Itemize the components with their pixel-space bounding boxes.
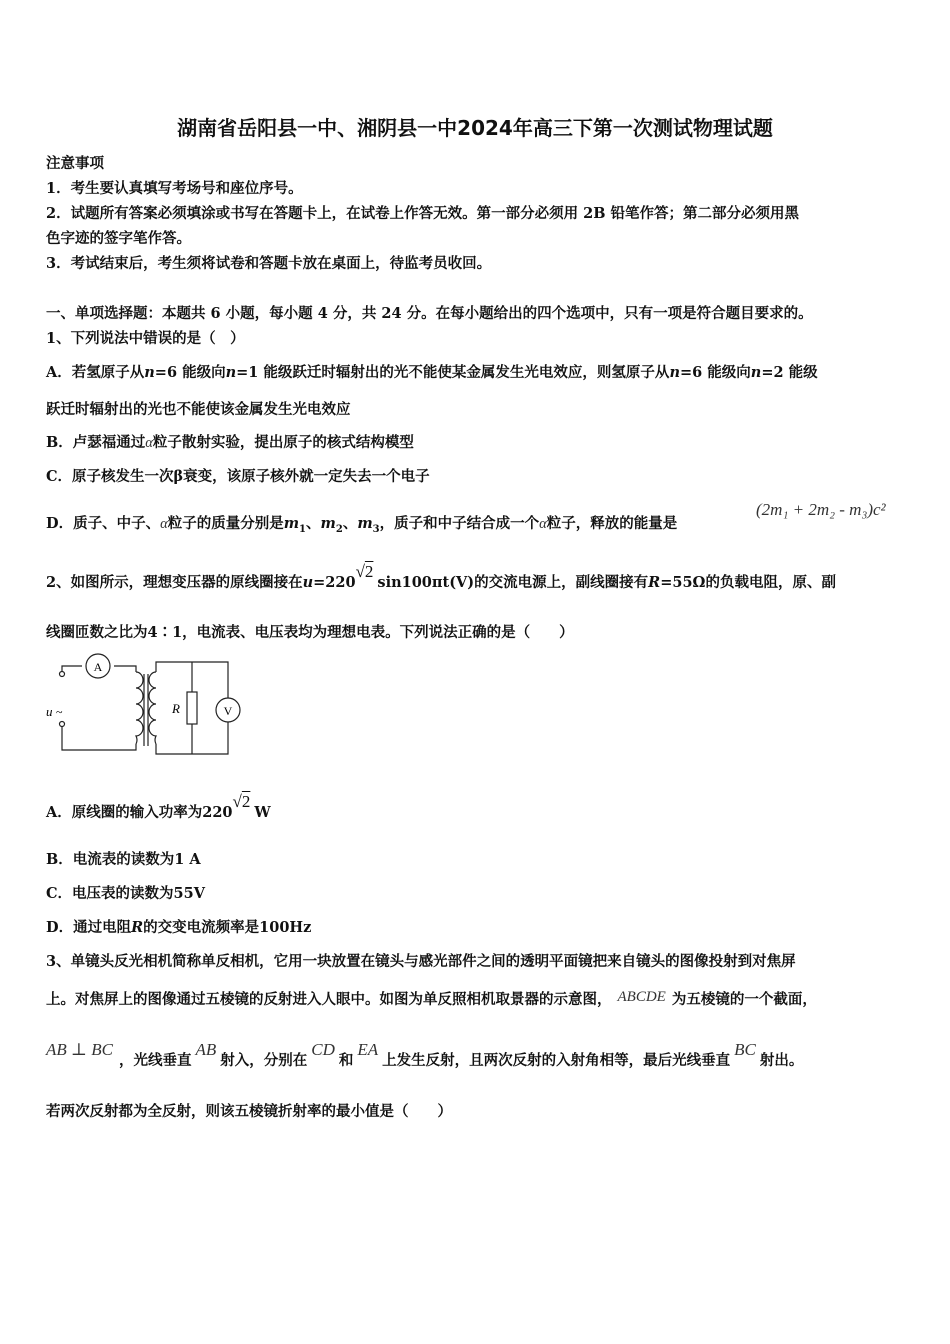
resistor-r (187, 692, 197, 724)
terminal-bottom (60, 722, 65, 727)
q3-stem-line1: 3、单镜头反光相机简称单反相机，它用一块放置在镜头与感光部件之间的透明平面镜把来自镜头的图像投射到对焦屏 (46, 953, 796, 970)
notice-heading: 注意事项 (46, 155, 104, 172)
ammeter-label: A (93, 660, 103, 674)
page-title: 湖南省岳阳县一中、湘阴县一中2024年高三下第一次测试物理试题 (177, 116, 773, 140)
notice-item: 1．考生要认真填写考场号和座位序号。 (46, 180, 303, 197)
q2-option-c: C．电压表的读数为55V (46, 885, 205, 902)
transformer-circuit-diagram (40, 650, 250, 760)
source-ac-symbol: ~ (56, 705, 63, 719)
q1-option-a-cont: 跃迁时辐射出的光也不能使该金属发生光电效应 (46, 401, 351, 418)
resistor-label: R (172, 701, 180, 716)
q1-option-a: A．若氢原子从n=6 能级向n=1 能级跃迁时辐射出的光不能使某金属发生光电效应，则氢原子从n=6 能级向n=2 能级 (46, 364, 818, 381)
q3-stem-line3: AB ⊥ BC，光线垂直AB射入，分别在CD和EA上发生反射，且两次反射的入射角相等，最后光线垂直BC射出。 (46, 1040, 804, 1069)
q2-stem-cont: 线圈匝数之比为4∶1，电流表、电压表均为理想电表。下列说法正确的是（ ） (46, 624, 574, 641)
voltmeter-label: V (223, 704, 233, 718)
q2-option-b: B．电流表的读数为1 A (46, 851, 201, 868)
q3-stem-line4: 若两次反射都为全反射，则该五棱镜折射率的最小值是（ ） (46, 1103, 452, 1120)
q1-stem: 1、下列说法中错误的是（ ） (46, 330, 245, 347)
q3-stem-line2: 上。对焦屏上的图像通过五棱镜的反射进入人眼中。如图为单反照相机取景器的示意图， ABCDE 为五棱镜的一个截面， (46, 989, 817, 1008)
q2-option-d: D．通过电阻R的交变电流频率是100Hz (46, 919, 312, 936)
notice-item: 色字迹的签字笔作答。 (46, 230, 191, 247)
q1-option-d: D．质子、中子、α粒子的质量分别是$m_1$、$m_2$、$m_3$，质子和中子结合成一个α粒子，释放的能量是 (46, 515, 678, 535)
q2-option-a: A．原线圈的输入功率为220√2W (46, 792, 271, 821)
section-heading: 一、单项选择题：本题共 6 小题，每小题 4 分，共 24 分。在每小题给出的四个选项中，只有一项是符合题目要求的。 (46, 305, 813, 322)
notice-item: 2．试题所有答案必须填涂或书写在答题卡上，在试卷上作答无效。第一部分必须用 2B 铅笔作答；第二部分必须用黑 (46, 205, 800, 222)
notice-item: 3．考试结束后，考生须将试卷和答题卡放在桌面上，待监考员收回。 (46, 255, 492, 272)
terminal-top (60, 672, 65, 677)
q1-option-b: B．卢瑟福通过α粒子散射实验，提出原子的核式结构模型 (46, 434, 414, 451)
q1-option-c: C．原子核发生一次β衰变，该原子核外就一定失去一个电子 (46, 468, 430, 485)
source-u-label: u (46, 704, 53, 719)
energy-formula: (2m₁ + 2m₂ - m₃)c² (756, 500, 886, 519)
q2-stem: 2、如图所示，理想变压器的原线圈接在u=220√2sin100πt(V)的交流电源上，副线圈接有R=55Ω的负载电阻，原、副 (46, 562, 836, 591)
secondary-coil (149, 672, 156, 744)
primary-coil (136, 672, 143, 744)
